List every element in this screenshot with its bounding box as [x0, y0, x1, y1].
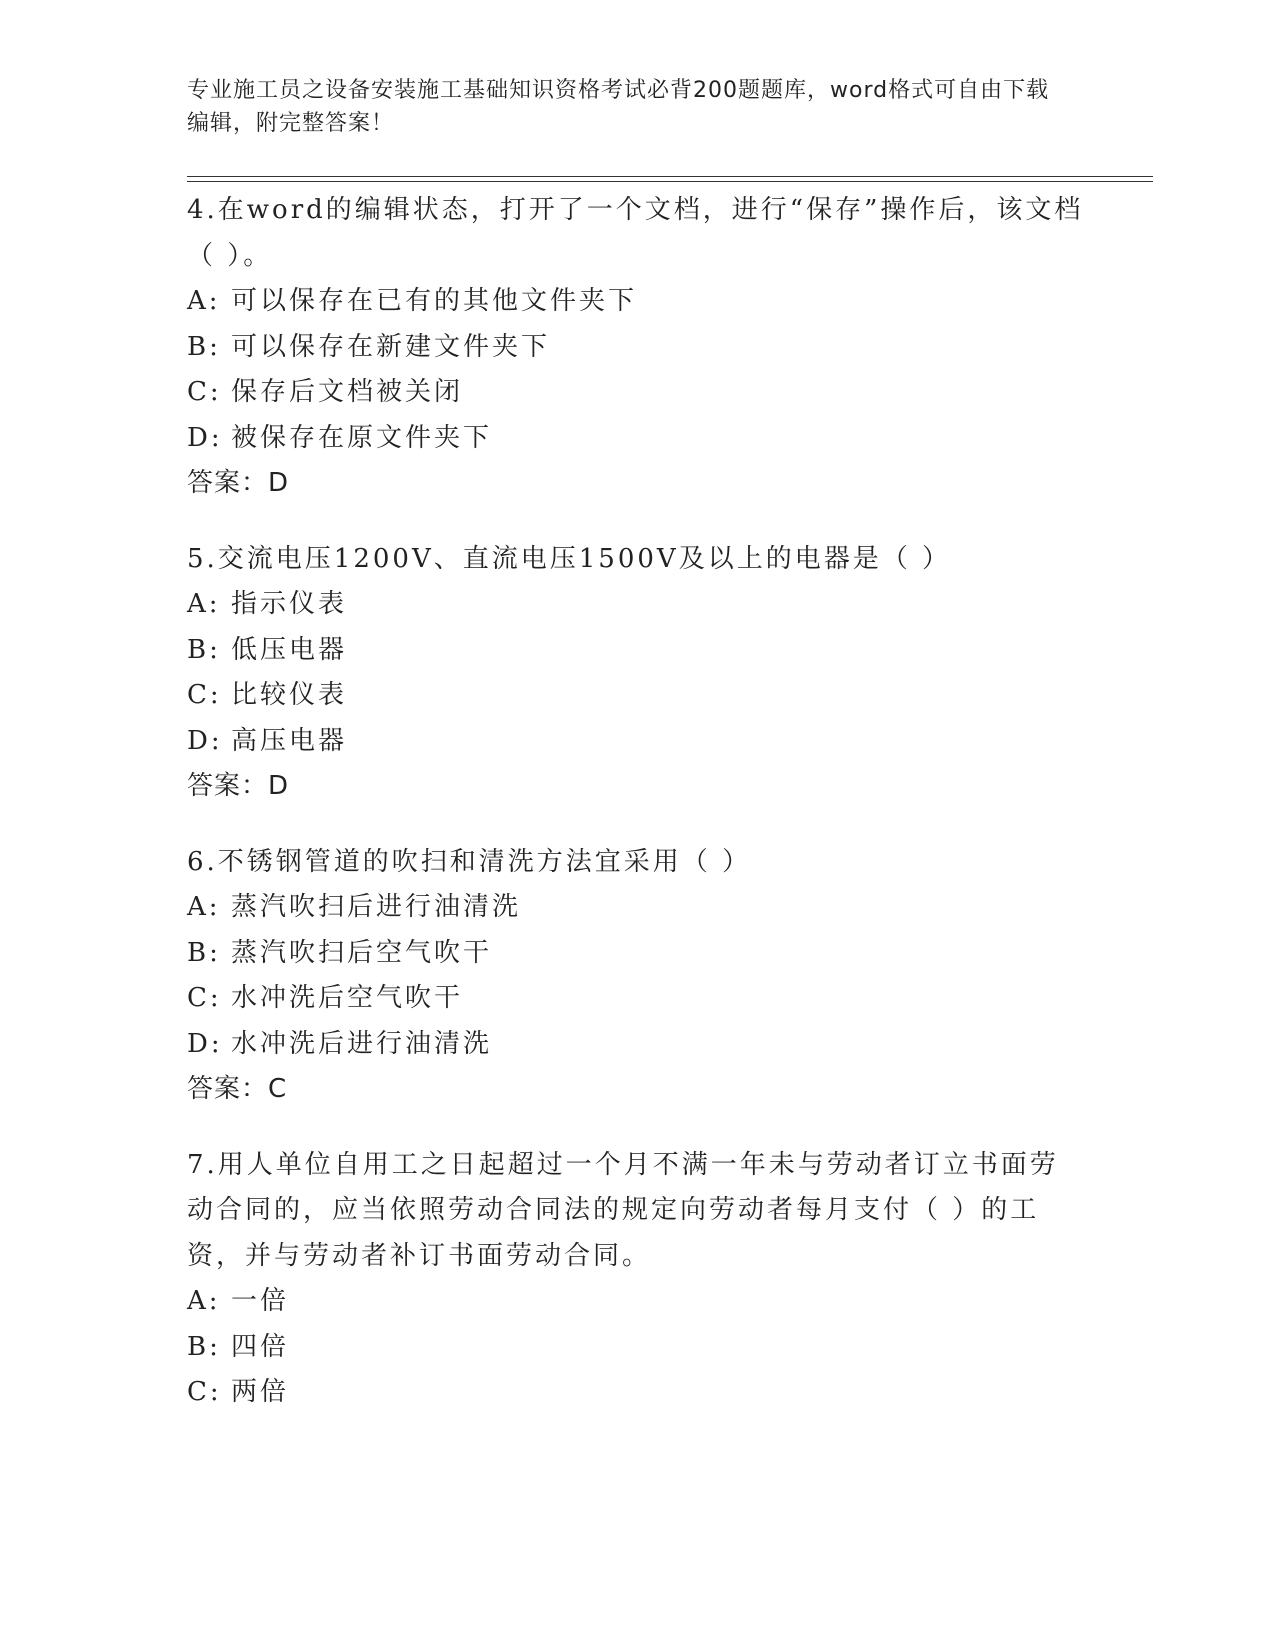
option-label: C:: [187, 377, 222, 407]
option-label: C:: [187, 983, 222, 1013]
question-text: 5.交流电压1200V、直流电压1500V及以上的电器是（ ）: [187, 543, 951, 574]
option-label: D:: [187, 725, 223, 756]
question-list: [187, 188, 1087, 1446]
option-label: D:: [187, 422, 223, 453]
option-b: [187, 628, 1087, 674]
option-text: 高压电器: [231, 725, 348, 756]
option-label: D:: [187, 1028, 223, 1059]
option-label: B:: [187, 1331, 221, 1362]
question-7: [187, 1143, 1087, 1416]
question-4: [187, 188, 1087, 507]
option-text: 蒸汽吹扫后空气吹干: [231, 937, 493, 968]
option-text: 水冲洗后进行油清洗: [231, 1028, 493, 1059]
option-text: 可以保存在已有的其他文件夹下: [231, 286, 638, 316]
option-text: 可以保存在新建文件夹下: [231, 331, 551, 362]
option-a: [187, 885, 1087, 931]
option-b: [187, 325, 1087, 371]
option-text: 四倍: [231, 1331, 290, 1362]
option-label: A:: [187, 286, 221, 316]
option-a: [187, 279, 1087, 325]
question-text: 4.在word的编辑状态，打开了一个文档，进行“保存”操作后，该文档（ ）。: [187, 195, 1084, 271]
option-label: B:: [187, 634, 221, 665]
answer: 答案：D: [187, 771, 290, 801]
option-c: [187, 370, 1087, 416]
option-a: [187, 1279, 1087, 1325]
answer: 答案：C: [187, 1074, 288, 1104]
option-text: 指示仪表: [231, 589, 348, 619]
document-header: 专业施工员之设备安装施工基础知识资格考试必背200题题库，word格式可自由下载编辑，附完整答案！: [187, 78, 1050, 136]
option-label: B:: [187, 937, 221, 968]
header-divider-top: [187, 176, 1153, 177]
option-c: [187, 976, 1087, 1022]
option-c: [187, 1370, 1087, 1416]
option-label: C:: [187, 680, 222, 710]
option-label: B:: [187, 331, 221, 362]
option-text: 被保存在原文件夹下: [231, 422, 493, 453]
option-b: [187, 931, 1087, 977]
option-text: 比较仪表: [231, 680, 348, 710]
option-d: [187, 416, 1087, 462]
option-d: [187, 1022, 1087, 1068]
header-divider-bottom: [187, 181, 1153, 182]
option-label: A:: [187, 892, 221, 922]
option-a: [187, 582, 1087, 628]
question-5: [187, 537, 1087, 810]
option-text: 低压电器: [231, 634, 348, 665]
question-6: [187, 840, 1087, 1113]
answer: 答案：D: [187, 468, 290, 498]
question-text: 7.用人单位自用工之日起超过一个月不满一年未与劳动者订立书面劳动合同的，应当依照劳动合同法的规定向劳动者每月支付（ ）的工资，并与劳动者补订书面劳动合同。: [187, 1149, 1059, 1271]
option-text: 两倍: [231, 1377, 290, 1407]
option-text: 一倍: [231, 1286, 290, 1316]
option-text: 水冲洗后空气吹干: [231, 983, 464, 1013]
option-label: C:: [187, 1377, 222, 1407]
option-d: [187, 719, 1087, 765]
option-text: 蒸汽吹扫后进行油清洗: [231, 892, 522, 922]
option-label: A:: [187, 589, 221, 619]
question-text: 6.不锈钢管道的吹扫和清洗方法宜采用（ ）: [187, 846, 752, 877]
option-b: [187, 1325, 1087, 1371]
option-label: A:: [187, 1286, 221, 1316]
option-c: [187, 673, 1087, 719]
option-text: 保存后文档被关闭: [231, 377, 464, 407]
